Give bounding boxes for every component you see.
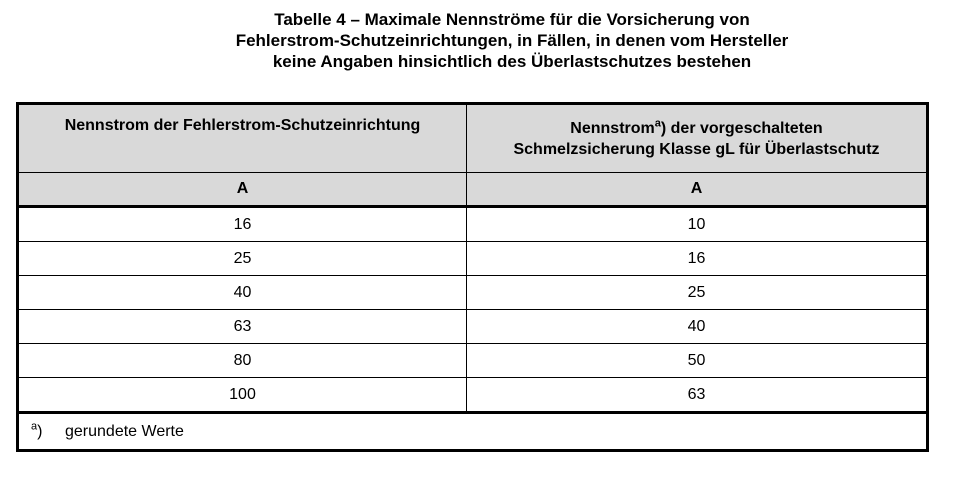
cell-fuse: 63 bbox=[467, 378, 928, 413]
footnote-paren: ) bbox=[37, 422, 43, 440]
rated-current-table bbox=[16, 102, 929, 452]
header-row bbox=[18, 104, 928, 173]
table-row bbox=[18, 207, 928, 242]
table-row bbox=[18, 378, 928, 413]
cell-rcd: 16 bbox=[18, 207, 467, 242]
col-header-fuse-line2: Schmelzsicherung Klasse gL für Überlastschutz bbox=[513, 140, 880, 158]
table-row bbox=[18, 242, 928, 276]
footnote-text: gerundete Werte bbox=[65, 422, 184, 440]
col-header-rcd: Nennstrom der Fehlerstrom-Schutzeinrichtung bbox=[18, 104, 467, 173]
cell-rcd: 25 bbox=[18, 242, 467, 276]
cell-fuse: 16 bbox=[467, 242, 928, 276]
col-header-fuse bbox=[467, 104, 928, 173]
table-row bbox=[18, 344, 928, 378]
table-row bbox=[18, 276, 928, 310]
cell-fuse: 40 bbox=[467, 310, 928, 344]
footnote-ref-a: a bbox=[654, 117, 661, 130]
unit-rcd: A bbox=[18, 173, 467, 207]
caption-line-3: keine Angaben hinsichtlich des Überlastschutzes bestehen bbox=[272, 52, 752, 71]
unit-row bbox=[18, 173, 928, 207]
footnote-marker bbox=[31, 420, 65, 441]
col-header-fuse-rest: ) der vorgeschalteten bbox=[660, 119, 823, 137]
cell-rcd: 40 bbox=[18, 276, 467, 310]
cell-fuse: 10 bbox=[467, 207, 928, 242]
footnote-row bbox=[18, 413, 928, 451]
footnote bbox=[18, 413, 928, 451]
cell-rcd: 63 bbox=[18, 310, 467, 344]
caption-line-1: Tabelle 4 – Maximale Nennströme für die Vorsicherung von bbox=[274, 10, 750, 29]
footnote-mark-a: a bbox=[31, 420, 38, 433]
table-caption bbox=[0, 9, 968, 72]
col-header-fuse-main: Nennstrom bbox=[570, 119, 655, 137]
cell-rcd: 80 bbox=[18, 344, 467, 378]
unit-fuse: A bbox=[467, 173, 928, 207]
caption-line-2: Fehlerstrom-Schutzeinrichtungen, in Fällen, in denen vom Hersteller bbox=[235, 31, 789, 50]
cell-rcd: 100 bbox=[18, 378, 467, 413]
cell-fuse: 25 bbox=[467, 276, 928, 310]
table-row bbox=[18, 310, 928, 344]
cell-fuse: 50 bbox=[467, 344, 928, 378]
